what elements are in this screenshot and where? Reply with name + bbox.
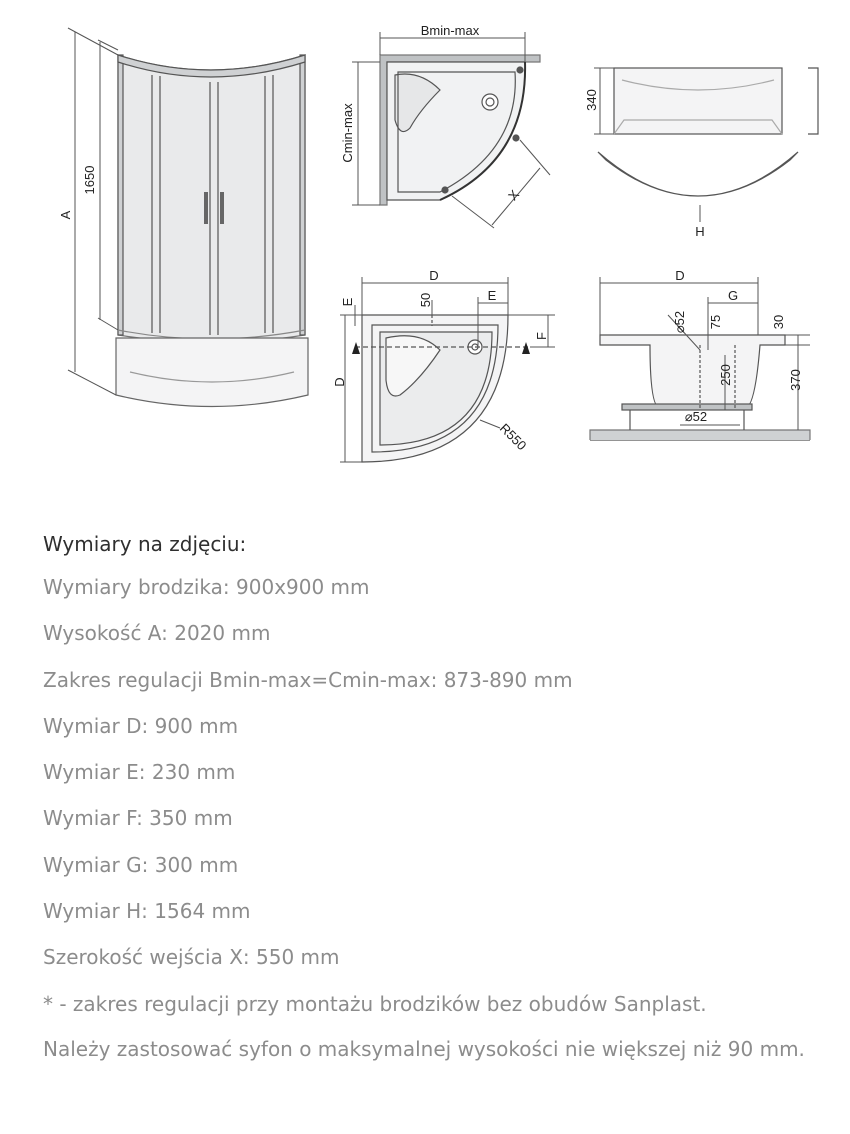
spec-line-e: Wymiar E: 230 mm	[43, 760, 236, 785]
label-250: 250	[718, 364, 733, 386]
label-bminmax: Bmin-max	[420, 23, 480, 38]
spec-line-g: Wymiar G: 300 mm	[43, 852, 239, 877]
label-E-left: E	[340, 297, 355, 307]
label-cminmax: Cmin-max	[340, 103, 355, 163]
label-R550: R550	[496, 420, 530, 454]
label-50: 50	[418, 292, 433, 308]
label-phi52-a: ⌀52	[672, 310, 687, 334]
spec-line-entry-width: Szerokość wejścia X: 550 mm	[43, 945, 340, 970]
spec-line-tray: Wymiary brodzika: 900x900 mm	[43, 575, 370, 599]
label-H: H	[695, 224, 705, 239]
label-A: A	[58, 210, 73, 220]
label-x: X	[505, 186, 523, 204]
tray-front-view	[598, 68, 818, 196]
specs-heading: Wymiary na zdjęciu:	[43, 532, 247, 556]
technical-drawing	[0, 0, 850, 480]
tray-plan-view	[352, 315, 530, 462]
spec-line-d: Wymiar D: 900 mm	[43, 713, 239, 738]
label-G: G	[727, 288, 739, 303]
spec-line-f: Wymiar F: 350 mm	[43, 806, 233, 831]
cabin-front-view	[116, 55, 308, 407]
label-F: F	[534, 332, 549, 340]
label-1650: 1650	[82, 165, 97, 195]
specs-section	[43, 524, 823, 1071]
label-phi52-b: ⌀52	[684, 409, 708, 424]
tray-side-section	[590, 335, 810, 440]
label-D-left: D	[332, 377, 347, 387]
label-30: 30	[771, 314, 786, 330]
label-75: 75	[708, 314, 723, 330]
spec-footnote: * - zakres regulacji przy montażu brodzików bez obudów Sanplast.	[43, 991, 707, 1016]
label-340: 340	[584, 89, 599, 111]
label-E-top: E	[487, 288, 497, 303]
plan-view-top	[380, 55, 540, 205]
spec-line-h: Wymiar H: 1564 mm	[43, 899, 251, 924]
spec-siphon-note: Należy zastosować syfon o maksymalnej wysokości nie większej niż 90 mm.	[43, 1036, 805, 1061]
label-D-top: D	[429, 268, 439, 283]
spec-line-adjust-range: Zakres regulacji Bmin-max=Cmin-max: 873-890 mm	[43, 667, 573, 692]
spec-line-height-a: Wysokość A: 2020 mm	[43, 621, 271, 646]
label-370: 370	[788, 369, 803, 391]
label-D-side: D	[675, 268, 685, 283]
cabin-dimensions	[68, 28, 118, 395]
